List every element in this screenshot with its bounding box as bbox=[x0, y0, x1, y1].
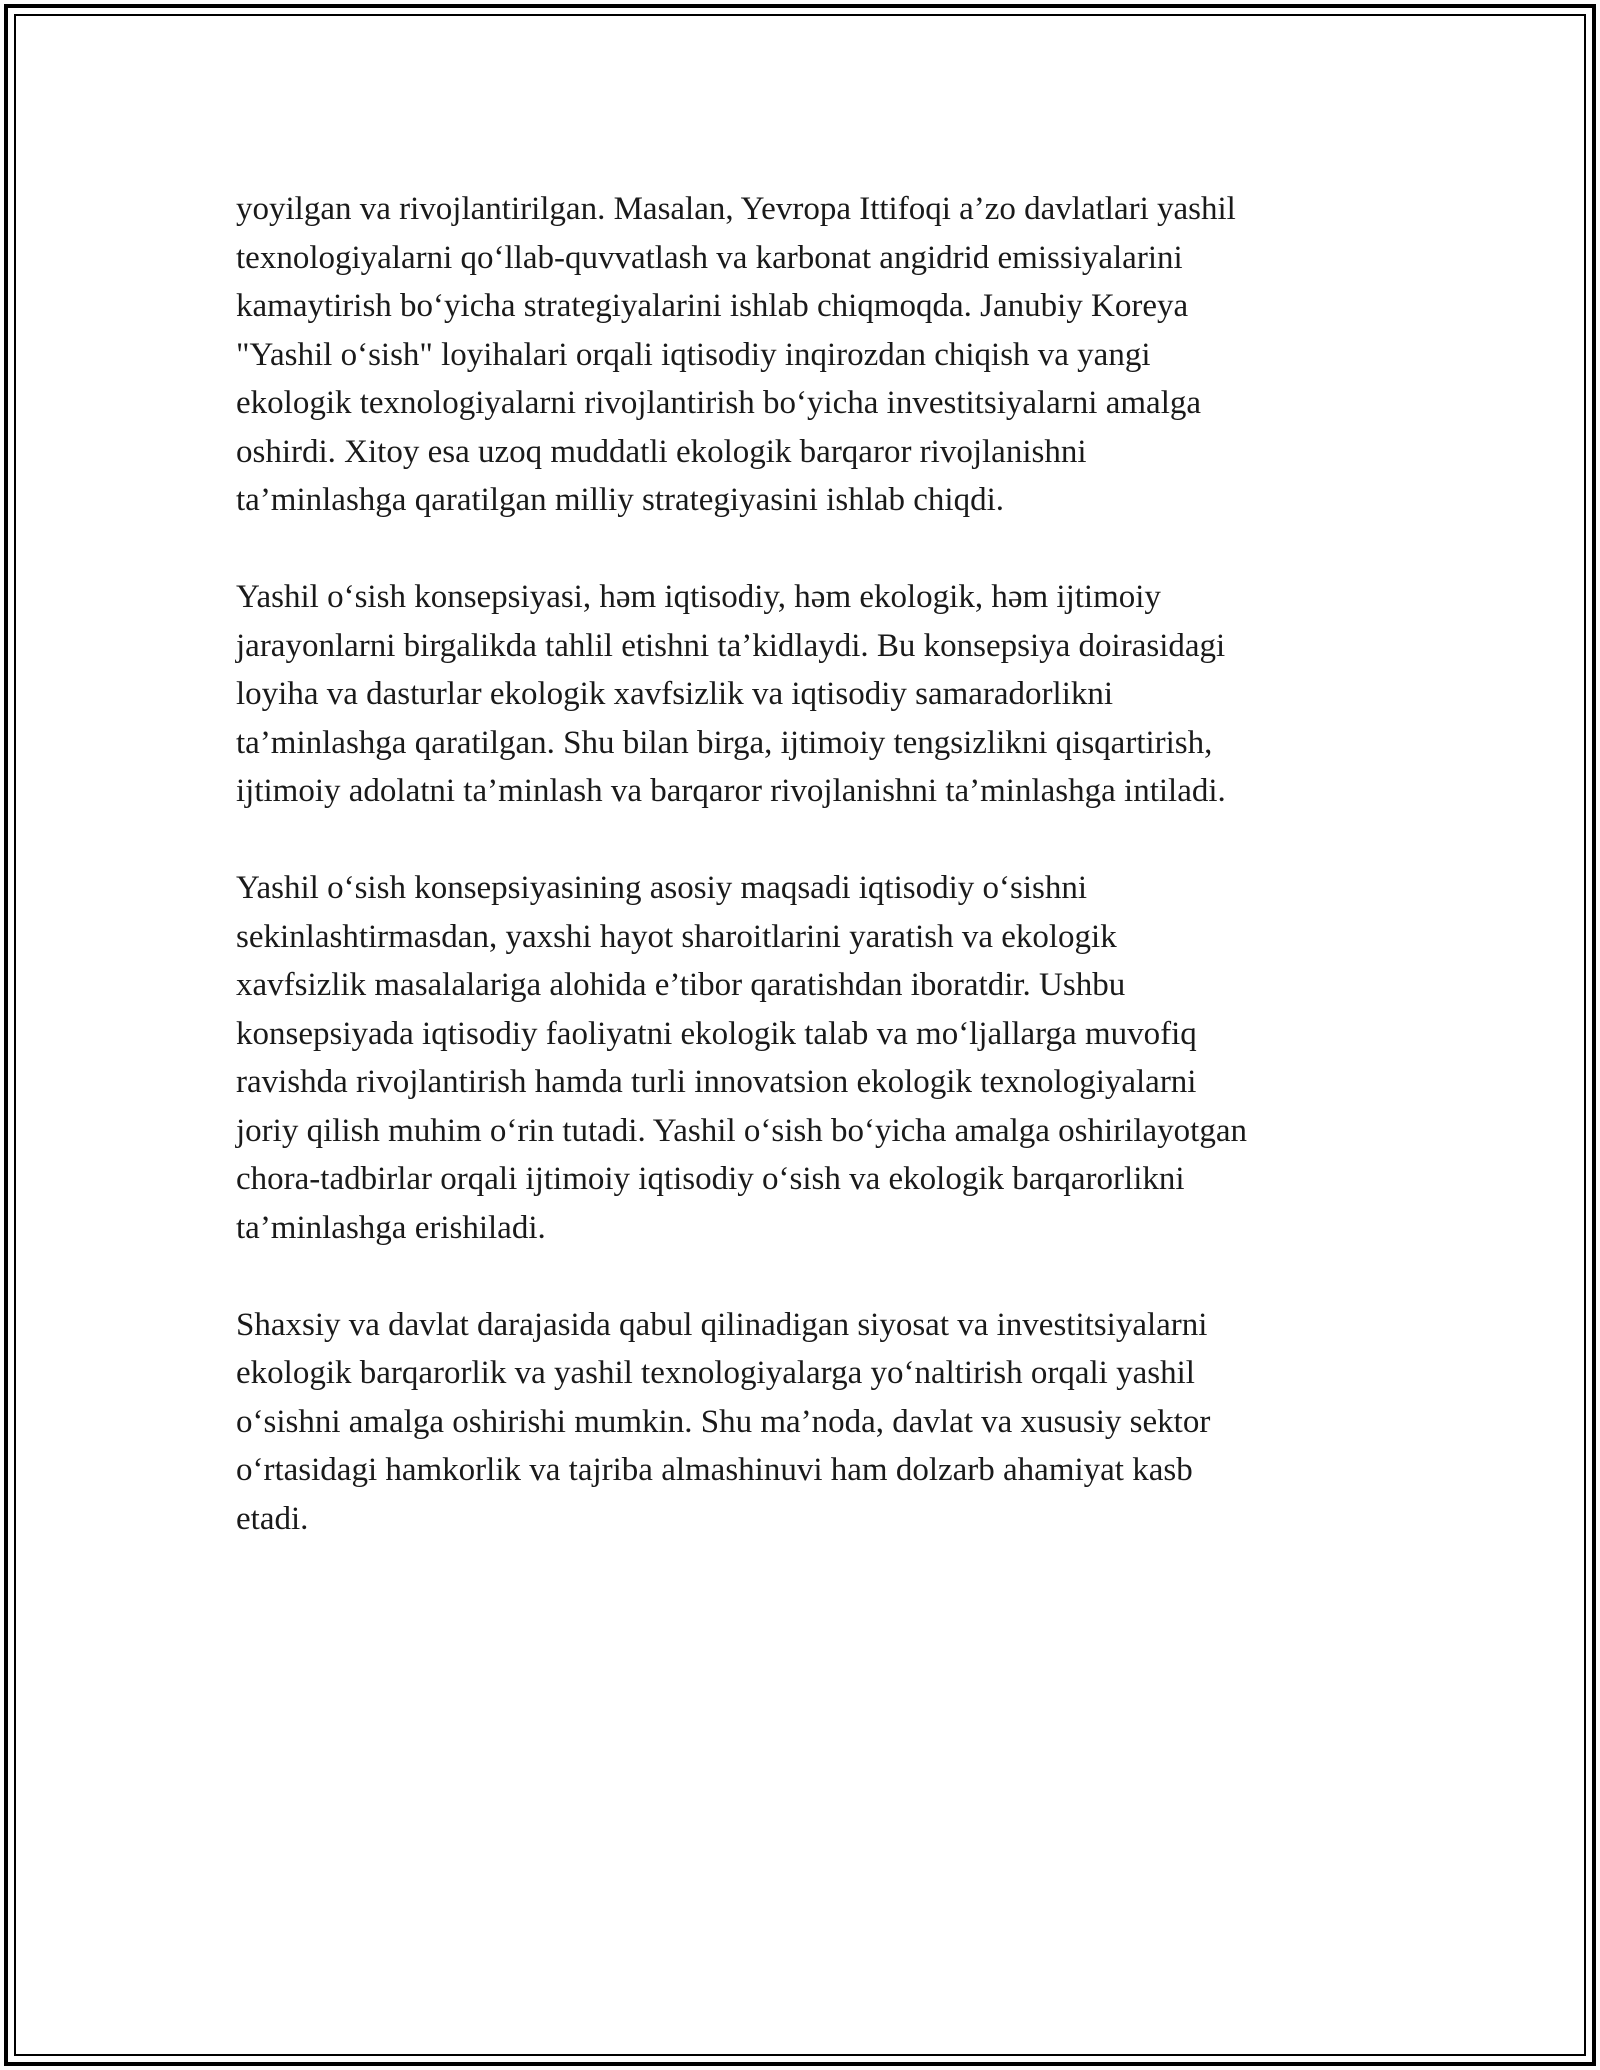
text-line: yoyilgan va rivojlantirilgan. Masalan, Yevropa Ittifoqi a’zo davlatlari yashil bbox=[236, 191, 1236, 227]
text-line: ta’minlashga qaratilgan. Shu bilan birga, ijtimoiy tengsizlikni qisqartirish, bbox=[236, 724, 1213, 761]
text-line: ta’minlashga qaratilgan milliy strategiyasini ishlab chiqdi. bbox=[236, 482, 1004, 518]
text-line: kamaytirish bo‘yicha strategiyalarini ishlab chiqmoqda. Janubiy Koreya bbox=[236, 288, 1189, 324]
text-line: o‘sishni amalga oshirishi mumkin. Shu ma’noda, davlat va xususiy sektor bbox=[236, 1403, 1211, 1440]
text-line: ekologik texnologiyalarni rivojlantirish bo‘yicha investitsiyalarni amalga bbox=[236, 385, 1202, 421]
text-line: jarayonlarni birgalikda tahlil etishni ta’kidlaydi. Bu konsepsiya doirasidagi bbox=[236, 627, 1226, 664]
text-line: "Yashil o‘sish" loyihalari orqali iqtisodiy inqirozdan chiqish va yangi bbox=[236, 336, 1151, 373]
paragraph-3 bbox=[236, 864, 1376, 1252]
text-line: ijtimoiy adolatni ta’minlash va barqaror rivojlanishni ta’minlashga intiladi. bbox=[236, 773, 1226, 809]
paragraph-1 bbox=[236, 185, 1376, 525]
text-line: konsepsiyada iqtisodiy faoliyatni ekologik talab va mo‘ljallarga muvofiq bbox=[236, 1015, 1197, 1052]
paragraph-2 bbox=[236, 573, 1376, 816]
text-line: Yashil o‘sish konsepsiyasi, həm iqtisodiy, həm ekologik, həm ijtimoiy bbox=[236, 579, 1161, 615]
text-line: oshirdi. Xitoy esa uzoq muddatli ekologik barqaror rivojlanishni bbox=[236, 433, 1087, 470]
text-line: joriy qilish muhim o‘rin tutadi. Yashil o‘sish bo‘yicha amalga oshirilayotgan bbox=[236, 1112, 1247, 1149]
text-line: chora-tadbirlar orqali ijtimoiy iqtisodiy o‘sish va ekologik barqarorlikni bbox=[236, 1161, 1185, 1197]
text-line: ekologik barqarorlik va yashil texnologiyalarga yo‘naltirish orqali yashil bbox=[236, 1355, 1195, 1391]
text-line: ravishda rivojlantirish hamda turli innovatsion ekologik texnologiyalarni bbox=[236, 1064, 1197, 1100]
text-line: Yashil o‘sish konsepsiyasining asosiy maqsadi iqtisodiy o‘sishni bbox=[236, 870, 1088, 906]
text-line: sekinlashtirmasdan, yaxshi hayot sharoitlarini yaratish va ekologik bbox=[236, 918, 1117, 955]
paragraph-4 bbox=[236, 1301, 1376, 1544]
text-line: o‘rtasidagi hamkorlik va tajriba almashinuvi ham dolzarb ahamiyat kasb bbox=[236, 1452, 1193, 1488]
text-line: etadi. bbox=[236, 1500, 309, 1537]
text-line: xavfsizlik masalalariga alohida e’tibor qaratishdan iboratdir. Ushbu bbox=[236, 967, 1126, 1003]
text-line: loyiha va dasturlar ekologik xavfsizlik va iqtisodiy samaradorlikni bbox=[236, 676, 1114, 712]
text-line: Shaxsiy va davlat darajasida qabul qilinadigan siyosat va investitsiyalarni bbox=[236, 1306, 1208, 1343]
text-line: texnologiyalarni qo‘llab-quvvatlash va karbonat angidrid emissiyalarini bbox=[236, 239, 1183, 276]
text-line: ta’minlashga erishiladi. bbox=[236, 1209, 546, 1246]
document-body bbox=[236, 185, 1376, 1592]
